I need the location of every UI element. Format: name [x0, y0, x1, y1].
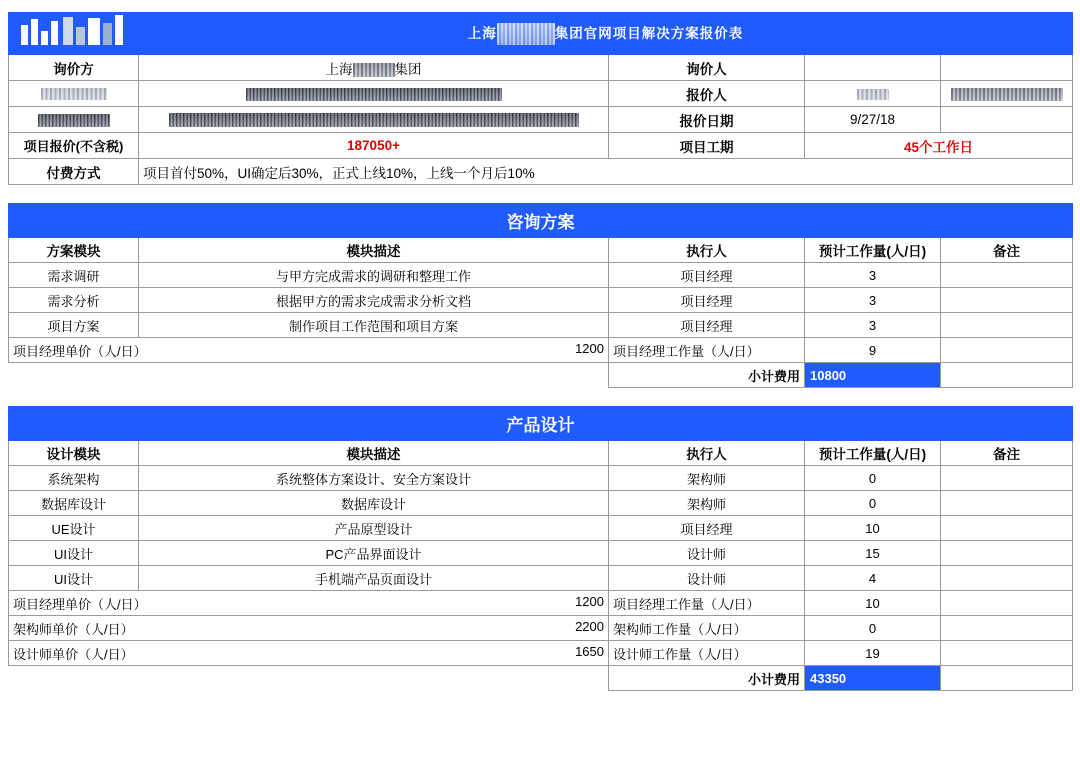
rate-row	[9, 338, 1073, 363]
rate-effort-label: 架构师工作量（人/日）	[609, 616, 805, 641]
info-row-inquirer	[9, 55, 1073, 81]
cell-effort: 10	[805, 516, 941, 541]
label-quote-date: 报价日期	[609, 107, 805, 133]
info-row-quoter	[9, 81, 1073, 107]
subtotal-spacer	[9, 363, 609, 388]
table-row	[9, 466, 1073, 491]
cell-owner: 项目经理	[609, 313, 805, 338]
rate-note	[941, 591, 1073, 616]
rate-label	[9, 591, 609, 616]
rate-effort-label: 设计师工作量（人/日）	[609, 641, 805, 666]
col-header-effort: 预计工作量(人/日)	[805, 441, 941, 466]
cell-module: UI设计	[9, 541, 139, 566]
rate-label-text: 设计师单价（人/日）	[13, 646, 134, 662]
cell-note	[941, 288, 1073, 313]
col-header-note: 备注	[941, 441, 1073, 466]
cell-owner: 项目经理	[609, 263, 805, 288]
column-header-row	[9, 441, 1073, 466]
cell-desc: 数据库设计	[139, 491, 609, 516]
redacted-client-name	[353, 63, 395, 77]
table-row	[9, 541, 1073, 566]
label-payment-method: 付费方式	[9, 159, 139, 185]
value-redacted-left-1	[9, 81, 139, 107]
cell-owner: 设计师	[609, 566, 805, 591]
table-row	[9, 313, 1073, 338]
label-project-duration: 项目工期	[609, 133, 805, 159]
section-product-design	[8, 406, 1072, 691]
subtotal-label: 小计费用	[609, 666, 805, 691]
rate-label-text: 架构师单价（人/日）	[13, 621, 134, 637]
label-project-quote: 项目报价(不含税)	[9, 133, 139, 159]
cell-desc: PC产品界面设计	[139, 541, 609, 566]
info-row-payment	[9, 159, 1073, 185]
value-project-duration: 45个工作日	[805, 133, 1073, 159]
inquiry-party-suffix: 集团	[394, 61, 422, 77]
cell-note	[941, 566, 1073, 591]
cell-effort: 3	[805, 313, 941, 338]
rate-price: 1200	[575, 340, 604, 356]
cell-effort: 0	[805, 466, 941, 491]
value-quoter-extra	[941, 81, 1073, 107]
info-row-quote-date	[9, 107, 1073, 133]
column-header-row	[9, 238, 1073, 263]
rate-label-text: 项目经理单价（人/日）	[13, 596, 147, 612]
document-title-suffix: 集团官网项目解决方案报价表	[554, 25, 744, 41]
section-consulting	[8, 203, 1072, 388]
rate-effort-value: 19	[805, 641, 941, 666]
label-inquiry-party: 询价方	[9, 55, 139, 81]
section-title-consulting: 咨询方案	[9, 204, 1073, 238]
cell-module: 需求分析	[9, 288, 139, 313]
rate-label	[9, 338, 609, 363]
value-redacted-left-2	[9, 107, 139, 133]
rate-effort-value: 10	[805, 591, 941, 616]
value-inquirer-person	[805, 55, 941, 81]
cell-note	[941, 491, 1073, 516]
col-header-note: 备注	[941, 238, 1073, 263]
title-banner-row	[9, 13, 1073, 55]
cell-owner: 项目经理	[609, 516, 805, 541]
rate-price: 1650	[575, 643, 604, 659]
company-logo-icon	[19, 15, 131, 49]
rate-row	[9, 591, 1073, 616]
label-inquirer-person: 询价人	[609, 55, 805, 81]
rate-note	[941, 616, 1073, 641]
cell-effort: 3	[805, 288, 941, 313]
consulting-table	[8, 203, 1073, 388]
value-inquiry-party	[139, 55, 609, 81]
value-project-quote: 187050+	[139, 133, 609, 159]
rate-label-text: 项目经理单价（人/日）	[13, 343, 147, 359]
table-row	[9, 566, 1073, 591]
cell-desc: 制作项目工作范围和项目方案	[139, 313, 609, 338]
inquiry-party-prefix: 上海	[325, 61, 353, 77]
subtotal-note	[941, 666, 1073, 691]
col-header-desc: 模块描述	[139, 441, 609, 466]
col-header-owner: 执行人	[609, 238, 805, 263]
redacted-block	[246, 88, 502, 101]
col-header-owner: 执行人	[609, 441, 805, 466]
rate-label	[9, 616, 609, 641]
rate-effort-label: 项目经理工作量（人/日）	[609, 591, 805, 616]
section-title-row	[9, 204, 1073, 238]
info-row-price	[9, 133, 1073, 159]
redacted-block	[38, 114, 110, 127]
cell-effort: 15	[805, 541, 941, 566]
cell-module: UE设计	[9, 516, 139, 541]
cell-desc: 产品原型设计	[139, 516, 609, 541]
table-row	[9, 288, 1073, 313]
redacted-client-name-title	[497, 23, 555, 45]
cell-desc: 根据甲方的需求完成需求分析文档	[139, 288, 609, 313]
cell-note	[941, 516, 1073, 541]
value-redacted-mid-1	[139, 81, 609, 107]
cell-note	[941, 541, 1073, 566]
cell-owner: 架构师	[609, 491, 805, 516]
cell-owner: 设计师	[609, 541, 805, 566]
cell-desc: 与甲方完成需求的调研和整理工作	[139, 263, 609, 288]
rate-row	[9, 616, 1073, 641]
product-design-table	[8, 406, 1073, 691]
rate-note	[941, 338, 1073, 363]
cell-module: 数据库设计	[9, 491, 139, 516]
subtotal-value: 10800	[805, 363, 941, 388]
col-header-effort: 预计工作量(人/日)	[805, 238, 941, 263]
cell-module: UI设计	[9, 566, 139, 591]
section-title-row	[9, 407, 1073, 441]
table-row	[9, 516, 1073, 541]
redacted-block	[951, 88, 1063, 101]
value-quoter-person	[805, 81, 941, 107]
cell-module: 需求调研	[9, 263, 139, 288]
cell-desc: 系统整体方案设计、安全方案设计	[139, 466, 609, 491]
rate-price: 1200	[575, 593, 604, 609]
header-info-table	[8, 12, 1073, 185]
rate-note	[941, 641, 1073, 666]
logo-cell	[9, 13, 139, 55]
redacted-block	[41, 88, 107, 100]
section-title-product-design: 产品设计	[9, 407, 1073, 441]
subtotal-label: 小计费用	[609, 363, 805, 388]
cell-note	[941, 263, 1073, 288]
document-title-prefix: 上海	[467, 25, 497, 41]
value-redacted-mid-2	[139, 107, 609, 133]
value-quote-date: 9/27/18	[805, 107, 941, 133]
col-header-desc: 模块描述	[139, 238, 609, 263]
subtotal-row	[9, 363, 1073, 388]
cell-owner: 架构师	[609, 466, 805, 491]
redacted-block	[169, 113, 579, 127]
cell-effort: 3	[805, 263, 941, 288]
subtotal-row	[9, 666, 1073, 691]
rate-row	[9, 641, 1073, 666]
col-header-module: 方案模块	[9, 238, 139, 263]
subtotal-value: 43350	[805, 666, 941, 691]
subtotal-spacer	[9, 666, 609, 691]
rate-label	[9, 641, 609, 666]
col-header-module: 设计模块	[9, 441, 139, 466]
rate-effort-value: 0	[805, 616, 941, 641]
value-payment-method: 项目首付50%，UI确定后30%，正式上线10%，上线一个月后10%	[139, 159, 1073, 185]
cell-effort: 0	[805, 491, 941, 516]
table-row	[9, 263, 1073, 288]
document-title	[139, 13, 1073, 55]
rate-price: 2200	[575, 618, 604, 634]
cell-note	[941, 313, 1073, 338]
cell-owner: 项目经理	[609, 288, 805, 313]
cell-module: 系统架构	[9, 466, 139, 491]
rate-effort-value: 9	[805, 338, 941, 363]
redacted-block	[857, 89, 889, 100]
value-quote-date-extra	[941, 107, 1073, 133]
cell-note	[941, 466, 1073, 491]
subtotal-note	[941, 363, 1073, 388]
table-row	[9, 491, 1073, 516]
rate-effort-label: 项目经理工作量（人/日）	[609, 338, 805, 363]
cell-desc: 手机端产品页面设计	[139, 566, 609, 591]
cell-module: 项目方案	[9, 313, 139, 338]
cell-effort: 4	[805, 566, 941, 591]
label-quoter-person: 报价人	[609, 81, 805, 107]
value-inquirer-extra	[941, 55, 1073, 81]
